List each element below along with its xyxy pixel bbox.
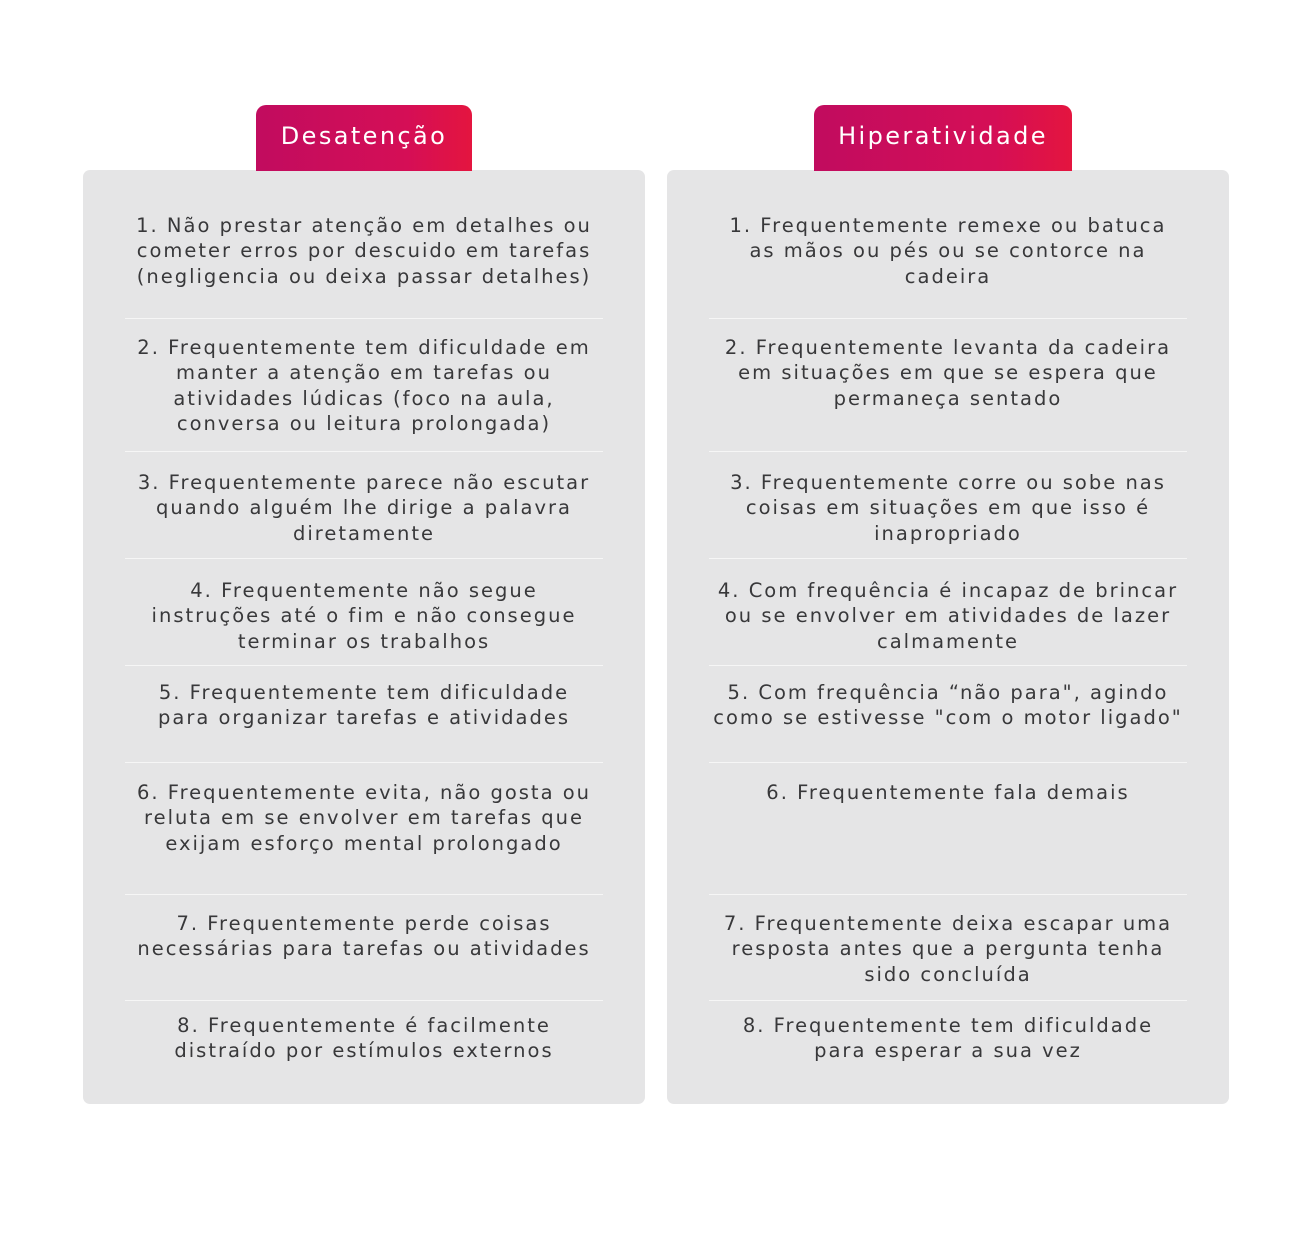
criteria-item-text: 2. Frequentemente levanta da cadeira em situações em que se espera que permaneça sentado [724, 336, 1172, 410]
criteria-item [125, 1013, 603, 1064]
criteria-item-text: 8. Frequentemente é facilmente distraído por estímulos externos [174, 1014, 554, 1063]
column-title-tab: Desatenção [256, 105, 472, 171]
column-title-tab: Hiperatividade [814, 105, 1072, 171]
criteria-item-text: 5. Frequentemente tem dificuldade para organizar tarefas e atividades [158, 681, 570, 730]
criteria-item-text: 4. Frequentemente não segue instruções até o fim e não consegue terminar os trabalhos [151, 579, 577, 653]
item-divider [709, 894, 1187, 895]
item-divider [709, 318, 1187, 319]
criteria-item [125, 911, 603, 962]
criteria-item-text: 7. Frequentemente deixa escapar uma resposta antes que a pergunta tenha sido concluída [723, 912, 1173, 986]
criteria-item-text: 8. Frequentemente tem dificuldade para esperar a sua vez [742, 1014, 1154, 1063]
criteria-item-text: 6. Frequentemente fala demais [766, 781, 1130, 804]
item-divider [125, 894, 603, 895]
item-divider [709, 1000, 1187, 1001]
criteria-item-text: 2. Frequentemente tem dificuldade em manter a atenção em tarefas ou atividades lúdicas (foco na aula, conversa ou leitura prolongada) [137, 336, 591, 436]
criteria-item-text: 4. Com frequência é incapaz de brincar ou se envolver em atividades de lazer calmamente [717, 579, 1179, 653]
item-divider [125, 318, 603, 319]
criteria-item [125, 213, 603, 289]
criteria-item [125, 680, 603, 731]
criteria-panel [667, 170, 1229, 1104]
criteria-item [709, 911, 1187, 987]
item-divider [709, 451, 1187, 452]
criteria-item [709, 578, 1187, 654]
criteria-item [709, 1013, 1187, 1064]
item-divider [125, 1000, 603, 1001]
item-divider [125, 762, 603, 763]
criteria-item-text: 1. Frequentemente remexe ou batuca as mãos ou pés ou se contorce na cadeira [729, 214, 1167, 288]
criteria-item [125, 335, 603, 437]
criteria-item-text: 3. Frequentemente parece não escutar quando alguém lhe dirige a palavra diretamente [137, 471, 591, 545]
item-divider [125, 451, 603, 452]
criteria-item [709, 213, 1187, 289]
criteria-item-text: 3. Frequentemente corre ou sobe nas coisas em situações em que isso é inapropriado [730, 471, 1166, 545]
criteria-item-text: 7. Frequentemente perde coisas necessárias para tarefas ou atividades [137, 912, 591, 961]
criteria-item [709, 680, 1187, 731]
criteria-panel [83, 170, 645, 1104]
criteria-item [709, 470, 1187, 546]
criteria-item [709, 780, 1187, 805]
criteria-item [125, 578, 603, 654]
criteria-item [709, 335, 1187, 411]
criteria-item [125, 470, 603, 546]
criteria-item-text: 6. Frequentemente evita, não gosta ou reluta em se envolver em tarefas que exijam esforço mental prolongado [136, 781, 592, 855]
criteria-item [125, 780, 603, 856]
criteria-item-text: 5. Com frequência “não para", agindo como se estivesse "com o motor ligado" [713, 681, 1183, 730]
criteria-item-text: 1. Não prestar atenção em detalhes ou cometer erros por descuido em tarefas (negligencia ou deixa passar detalhes) [136, 214, 592, 288]
item-divider [709, 665, 1187, 666]
item-divider [125, 665, 603, 666]
item-divider [125, 558, 603, 559]
item-divider [709, 558, 1187, 559]
item-divider [709, 762, 1187, 763]
